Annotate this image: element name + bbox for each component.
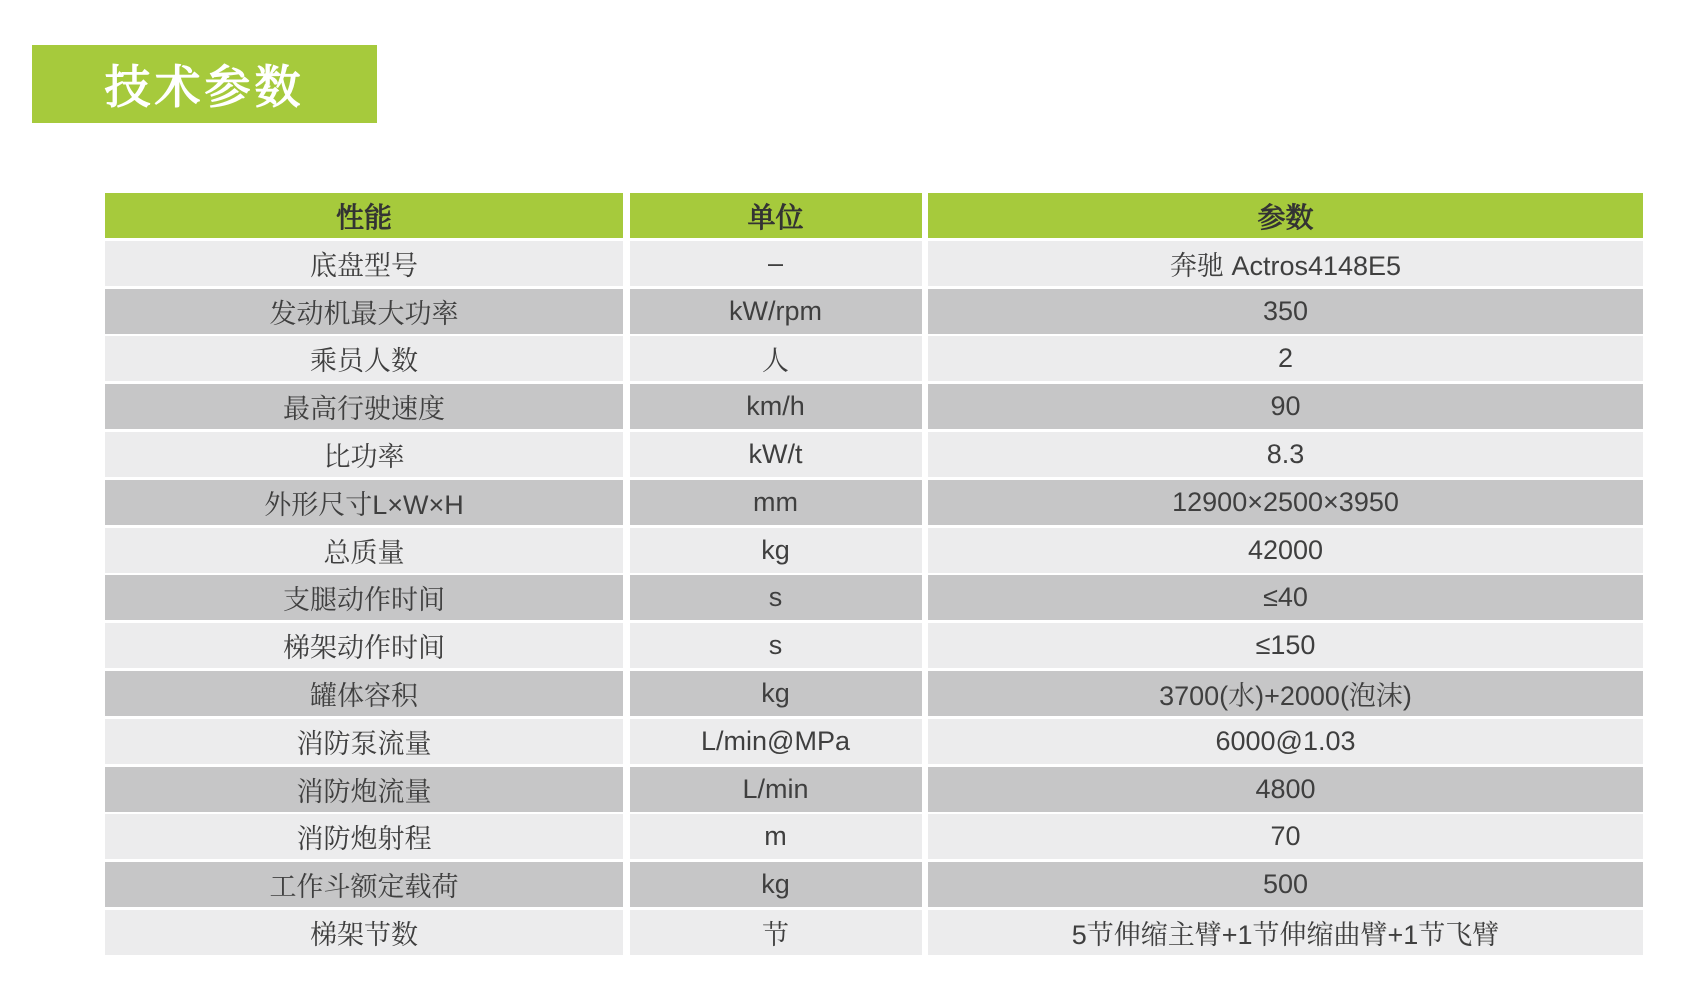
property-cell: 罐体容积 bbox=[105, 671, 623, 716]
value-cell: 70 bbox=[928, 814, 1643, 859]
value-cell: 42000 bbox=[928, 528, 1643, 573]
property-cell: 支腿动作时间 bbox=[105, 575, 623, 620]
unit-cell: mm bbox=[630, 480, 922, 525]
property-cell: 消防炮射程 bbox=[105, 814, 623, 859]
unit-cell: 节 bbox=[630, 910, 922, 955]
property-cell: 发动机最大功率 bbox=[105, 289, 623, 334]
spec-table bbox=[105, 193, 1643, 955]
unit-cell: – bbox=[630, 241, 922, 286]
property-cell: 消防炮流量 bbox=[105, 767, 623, 812]
value-cell: 350 bbox=[928, 289, 1643, 334]
unit-cell: L/min bbox=[630, 767, 922, 812]
property-cell: 梯架节数 bbox=[105, 910, 623, 955]
section-title-badge bbox=[32, 45, 377, 123]
value-cell: 8.3 bbox=[928, 432, 1643, 477]
property-cell: 比功率 bbox=[105, 432, 623, 477]
unit-cell: km/h bbox=[630, 384, 922, 429]
unit-cell: s bbox=[630, 575, 922, 620]
unit-cell: m bbox=[630, 814, 922, 859]
value-cell: 500 bbox=[928, 862, 1643, 907]
unit-cell: s bbox=[630, 623, 922, 668]
header-unit: 单位 bbox=[630, 193, 922, 238]
property-cell: 工作斗额定载荷 bbox=[105, 862, 623, 907]
section-title: 技术参数 bbox=[104, 61, 305, 113]
unit-cell: kW/t bbox=[630, 432, 922, 477]
value-cell: 2 bbox=[928, 336, 1643, 381]
value-cell: 3700(水)+2000(泡沫) bbox=[928, 671, 1643, 716]
value-cell: ≤150 bbox=[928, 623, 1643, 668]
property-cell: 总质量 bbox=[105, 528, 623, 573]
property-cell: 最高行驶速度 bbox=[105, 384, 623, 429]
value-cell: 12900×2500×3950 bbox=[928, 480, 1643, 525]
property-cell: 梯架动作时间 bbox=[105, 623, 623, 668]
unit-cell: kg bbox=[630, 862, 922, 907]
value-cell: 5节伸缩主臂+1节伸缩曲臂+1节飞臂 bbox=[928, 910, 1643, 955]
unit-cell: 人 bbox=[630, 336, 922, 381]
header-value: 参数 bbox=[928, 193, 1643, 238]
unit-cell: L/min@MPa bbox=[630, 719, 922, 764]
property-cell: 底盘型号 bbox=[105, 241, 623, 286]
header-property: 性能 bbox=[105, 193, 623, 238]
value-cell: 奔驰 Actros4148E5 bbox=[928, 241, 1643, 286]
value-cell: ≤40 bbox=[928, 575, 1643, 620]
property-cell: 乘员人数 bbox=[105, 336, 623, 381]
value-cell: 90 bbox=[928, 384, 1643, 429]
value-cell: 4800 bbox=[928, 767, 1643, 812]
value-cell: 6000@1.03 bbox=[928, 719, 1643, 764]
unit-cell: kW/rpm bbox=[630, 289, 922, 334]
property-cell: 消防泵流量 bbox=[105, 719, 623, 764]
property-cell: 外形尺寸L×W×H bbox=[105, 480, 623, 525]
unit-cell: kg bbox=[630, 528, 922, 573]
unit-cell: kg bbox=[630, 671, 922, 716]
